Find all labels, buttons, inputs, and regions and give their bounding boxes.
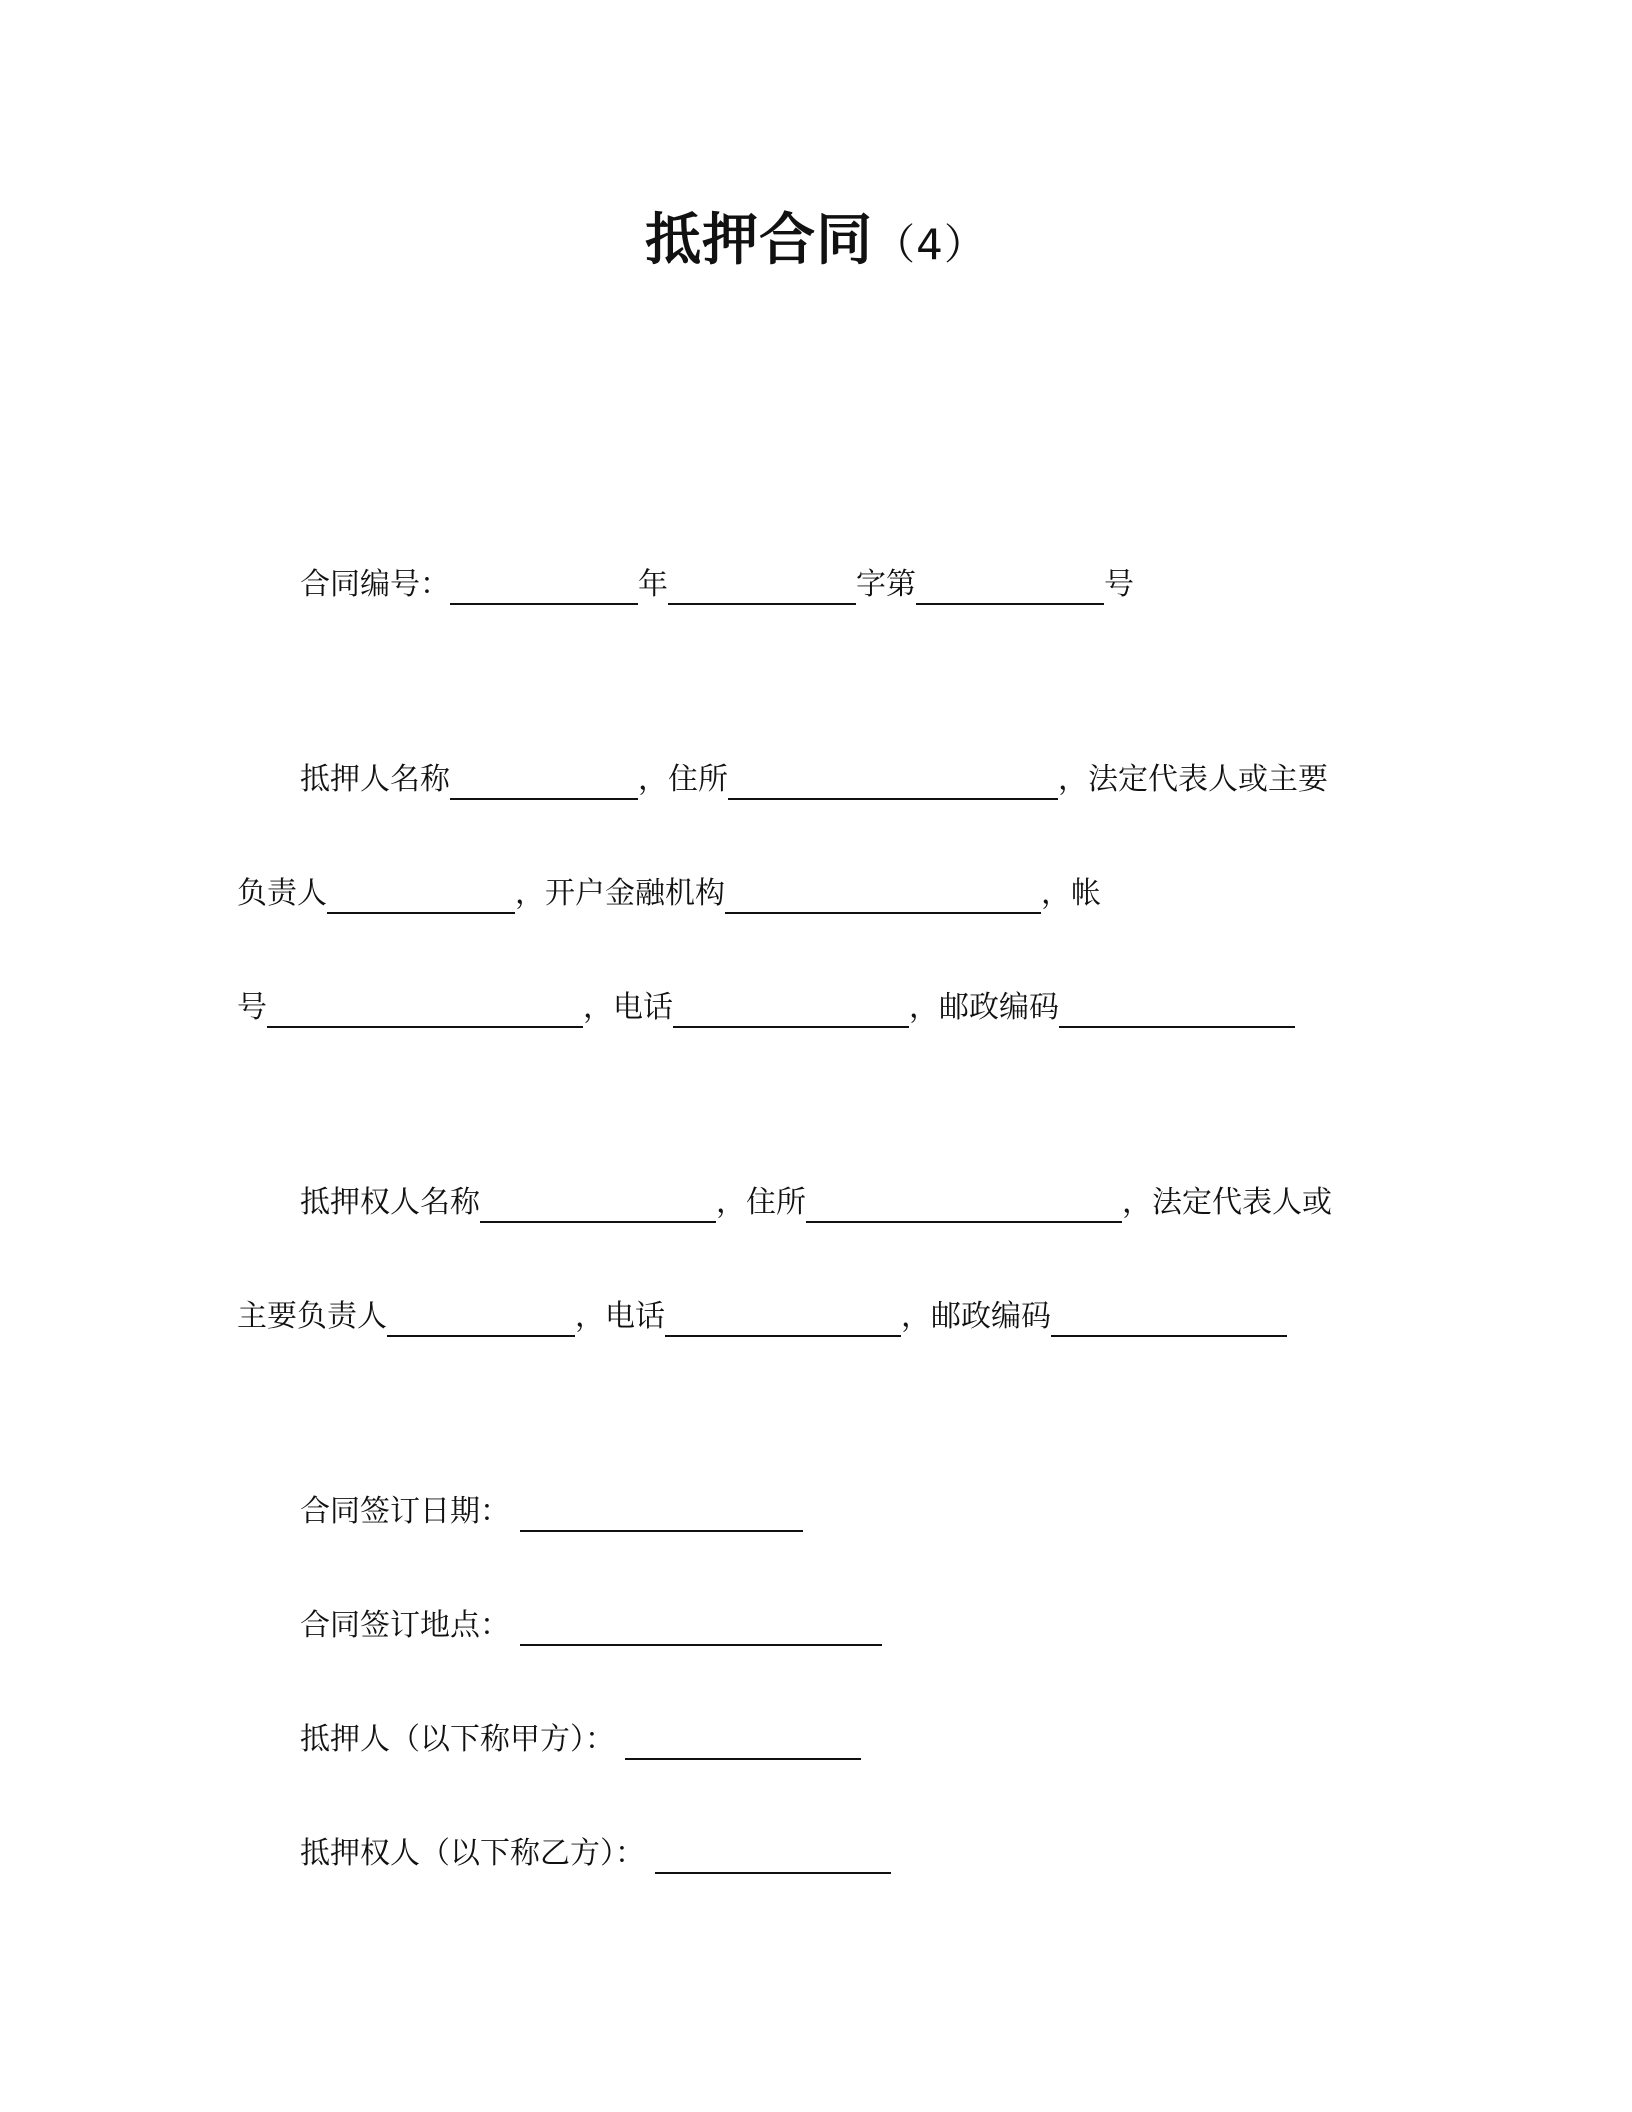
title-main: 抵押合同	[645, 208, 874, 273]
signing-date-blank[interactable]	[520, 1496, 803, 1532]
mortgagee-name-blank[interactable]	[480, 1187, 716, 1223]
signing-place-line	[300, 1606, 882, 1646]
contract-year-blank[interactable]	[450, 569, 638, 605]
contract-zidi-label: 字第	[856, 567, 916, 602]
mortgagor-name-label: 抵押人名称	[300, 762, 450, 797]
mortgagor-account-head-label: 号	[237, 990, 267, 1025]
mortgagor-address-blank[interactable]	[728, 764, 1058, 800]
mortgagor-address-label: ，住所	[638, 762, 728, 797]
contract-zi-blank[interactable]	[668, 569, 856, 605]
document-title	[0, 196, 1632, 276]
signing-place-blank[interactable]	[520, 1610, 882, 1646]
mortgagee-address-label: ，住所	[716, 1185, 806, 1220]
mortgagor-head-blank[interactable]	[327, 878, 515, 914]
party-b-blank[interactable]	[655, 1838, 891, 1874]
party-a-blank[interactable]	[625, 1724, 861, 1760]
mortgagee-line-1	[300, 1183, 1332, 1223]
mortgagor-line-1	[300, 760, 1328, 800]
mortgagee-phone-label: ，电话	[575, 1299, 665, 1334]
signing-date-line	[300, 1492, 803, 1532]
mortgagee-head-blank[interactable]	[387, 1301, 575, 1337]
mortgagor-line-3	[237, 988, 1295, 1028]
party-b-label: 抵押权人（以下称乙方）：	[300, 1836, 645, 1871]
mortgagor-phone-label: ，电话	[583, 990, 673, 1025]
mortgagor-bank-blank[interactable]	[725, 878, 1041, 914]
mortgagee-postcode-blank[interactable]	[1051, 1301, 1287, 1337]
mortgagee-rep-label: ，法定代表人或	[1122, 1185, 1332, 1220]
contract-year-label: 年	[638, 567, 668, 602]
mortgagee-line-2	[237, 1297, 1287, 1337]
mortgagor-name-blank[interactable]	[450, 764, 638, 800]
party-a-label: 抵押人（以下称甲方）：	[300, 1722, 615, 1757]
contract-number-label: 合同编号：	[300, 567, 450, 602]
party-b-line	[300, 1834, 891, 1874]
mortgagor-postcode-blank[interactable]	[1059, 992, 1295, 1028]
mortgagee-head-label: 主要负责人	[237, 1299, 387, 1334]
mortgagee-address-blank[interactable]	[806, 1187, 1122, 1223]
mortgagor-line-2	[237, 874, 1101, 914]
mortgagee-phone-blank[interactable]	[665, 1301, 901, 1337]
mortgagor-postcode-label: ，邮政编码	[909, 990, 1059, 1025]
mortgagor-account-blank[interactable]	[267, 992, 583, 1028]
mortgagor-rep-label: ，法定代表人或主要	[1058, 762, 1328, 797]
title-suffix: （4）	[873, 220, 987, 269]
mortgagor-phone-blank[interactable]	[673, 992, 909, 1028]
mortgagor-account-label: ，帐	[1041, 876, 1101, 911]
party-a-line	[300, 1720, 861, 1760]
mortgagor-bank-label: ，开户金融机构	[515, 876, 725, 911]
contract-hao-label: 号	[1104, 567, 1134, 602]
contract-number-line	[300, 565, 1134, 605]
mortgagee-name-label: 抵押权人名称	[300, 1185, 480, 1220]
mortgagor-head-label: 负责人	[237, 876, 327, 911]
signing-date-label: 合同签订日期：	[300, 1494, 510, 1529]
mortgagee-postcode-label: ，邮政编码	[901, 1299, 1051, 1334]
contract-number-blank[interactable]	[916, 569, 1104, 605]
signing-place-label: 合同签订地点：	[300, 1608, 510, 1643]
